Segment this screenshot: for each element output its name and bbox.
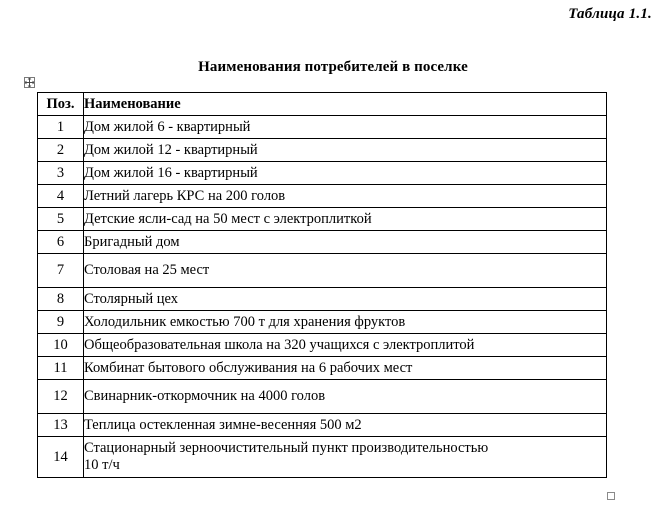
cell-pos: 9 (38, 311, 84, 334)
cell-name: Летний лагерь КРС на 200 голов (84, 185, 607, 208)
table-row (38, 380, 607, 414)
cell-name: Дом жилой 12 - квартирный (84, 139, 607, 162)
cell-pos: 14 (38, 437, 84, 478)
table-row (38, 437, 607, 478)
move-cross-icon (25, 78, 34, 87)
table-row (38, 288, 607, 311)
table-row (38, 139, 607, 162)
cell-name: Общеобразовательная школа на 320 учащихся с электроплитой (84, 334, 607, 357)
cell-name: Комбинат бытового обслуживания на 6 рабочих мест (84, 357, 607, 380)
column-header-pos: Поз. (38, 93, 84, 116)
table-row (38, 231, 607, 254)
cell-name-line2: 10 т/ч (84, 457, 120, 473)
cell-name: Столовая на 25 мест (84, 254, 607, 288)
table-row (38, 162, 607, 185)
cell-name: Свинарник-откормочник на 4000 голов (84, 380, 607, 414)
cell-name: Дом жилой 6 - квартирный (84, 116, 607, 139)
table-row (38, 311, 607, 334)
cell-pos: 3 (38, 162, 84, 185)
cell-pos: 11 (38, 357, 84, 380)
cell-pos: 8 (38, 288, 84, 311)
table-row (38, 254, 607, 288)
cell-name: Бригадный дом (84, 231, 607, 254)
table-header-row (38, 93, 607, 116)
cell-pos: 10 (38, 334, 84, 357)
cell-name: Холодильник емкостью 700 т для хранения фруктов (84, 311, 607, 334)
cell-pos: 5 (38, 208, 84, 231)
cell-name: Дом жилой 16 - квартирный (84, 162, 607, 185)
cell-pos: 12 (38, 380, 84, 414)
cell-name: Детские ясли-сад на 50 мест с электроплиткой (84, 208, 607, 231)
table-row (38, 334, 607, 357)
cell-pos: 1 (38, 116, 84, 139)
cell-name-line1: Стационарный зерноочистительный пункт производительностью (84, 440, 489, 456)
table-head (38, 93, 607, 116)
cell-pos: 7 (38, 254, 84, 288)
table-row (38, 414, 607, 437)
cell-pos: 4 (38, 185, 84, 208)
page-title: Наименования потребителей в поселке (198, 59, 468, 75)
consumers-table (37, 92, 607, 478)
table-resize-handle[interactable] (607, 492, 615, 500)
table-move-handle[interactable] (24, 77, 35, 88)
cell-pos: 6 (38, 231, 84, 254)
cell-name-multiline (84, 437, 607, 478)
table-body (38, 116, 607, 478)
cell-name: Столярный цех (84, 288, 607, 311)
cell-pos: 2 (38, 139, 84, 162)
table-row (38, 116, 607, 139)
cell-pos: 13 (38, 414, 84, 437)
cell-name: Теплица остекленная зимне-весенняя 500 м2 (84, 414, 607, 437)
column-header-name: Наименование (84, 93, 607, 116)
table-caption: Таблица 1.1. (568, 6, 652, 22)
table-row (38, 185, 607, 208)
table-row (38, 357, 607, 380)
table-row (38, 208, 607, 231)
